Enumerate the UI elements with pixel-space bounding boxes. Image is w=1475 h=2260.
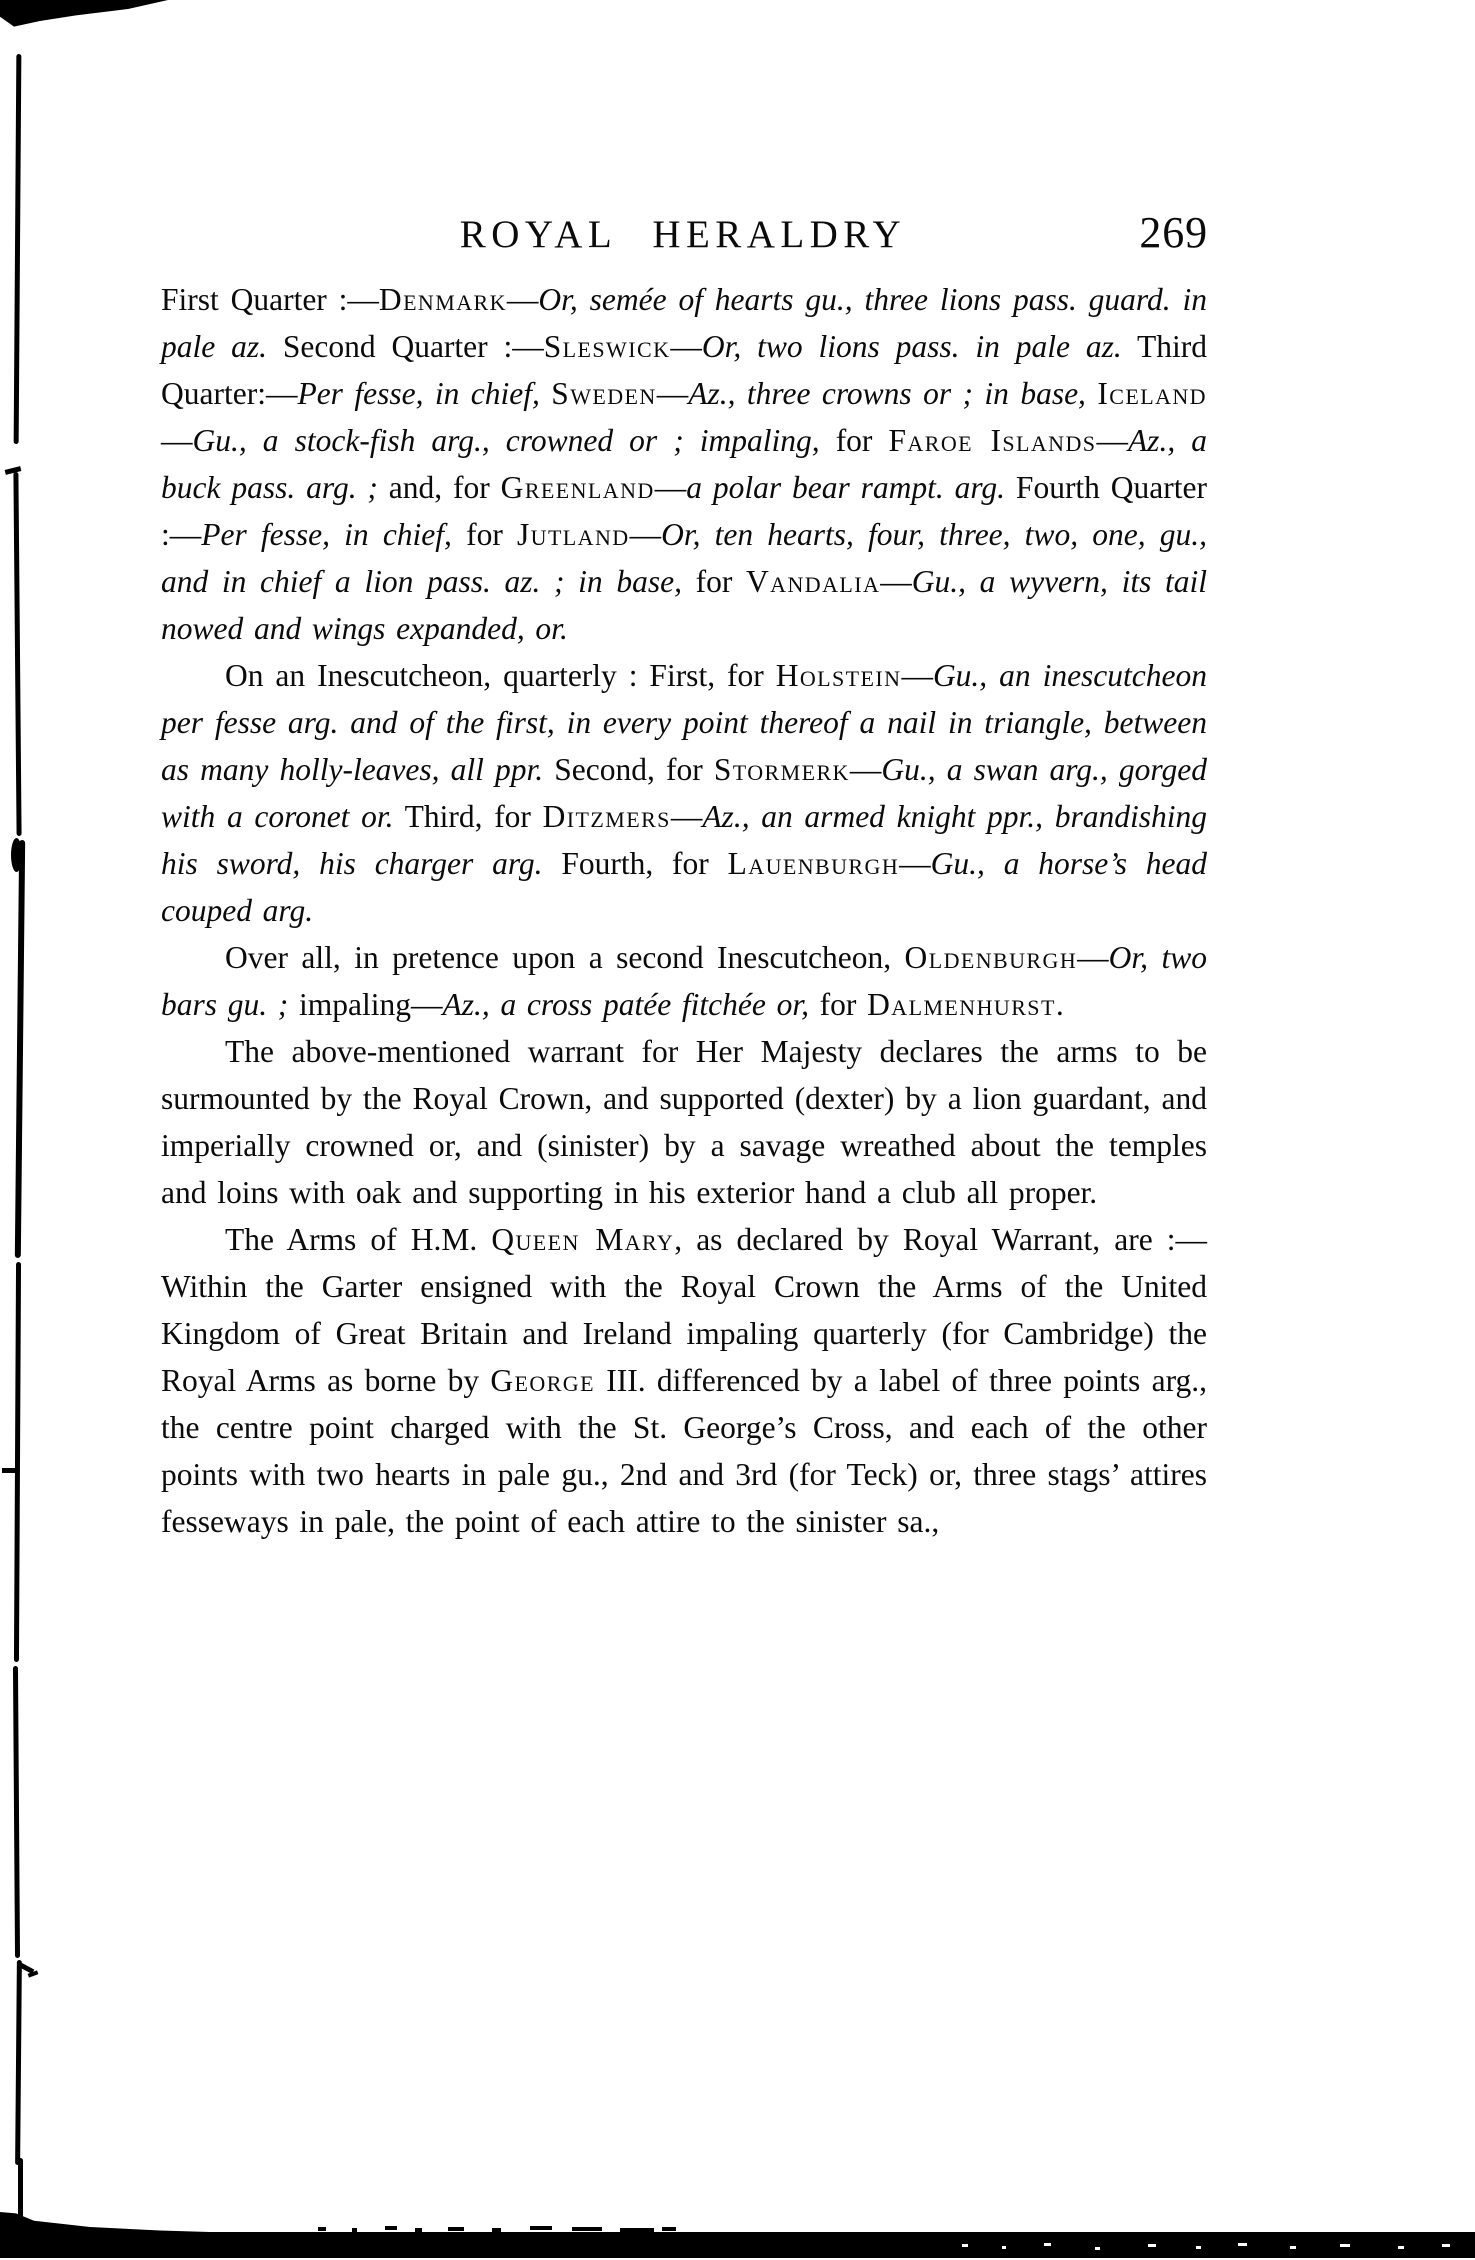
scan-artifact-speck xyxy=(662,2227,676,2231)
paragraph xyxy=(161,934,1207,1028)
body-text: Second Quarter :— xyxy=(266,329,544,364)
scan-artifact-bottom-wedge xyxy=(0,2212,230,2234)
body-text: — xyxy=(629,517,662,552)
scan-artifact-speck xyxy=(572,2227,602,2231)
body-text: — xyxy=(656,376,689,411)
scan-artifact-left-edge-line xyxy=(15,840,25,1258)
page-number: 269 xyxy=(1139,208,1208,257)
scan-artifact-speck xyxy=(385,2226,397,2230)
body-text xyxy=(540,376,551,411)
proper-name-small-caps: Denmark xyxy=(378,282,507,317)
proper-name-small-caps: Holstein xyxy=(775,658,902,693)
proper-name-small-caps: Lauenburgh xyxy=(727,846,900,881)
scan-artifact-left-edge-line xyxy=(14,1262,21,1662)
page-body xyxy=(161,276,1207,1545)
scan-artifact-white-speck xyxy=(1398,2246,1404,2249)
body-text: — xyxy=(849,752,882,787)
body-text: Over all, in pretence upon a second Inescutcheon, xyxy=(225,940,905,975)
body-text: Second, for xyxy=(543,752,714,787)
body-text: — xyxy=(506,282,539,317)
blazon-italic-text: Az., a buck pass. arg. ; xyxy=(161,423,1207,505)
scan-artifact-speck xyxy=(352,2228,357,2232)
proper-name-small-caps: Stormerk xyxy=(713,752,850,787)
proper-name-small-caps: Ditzmers xyxy=(542,799,671,834)
scan-artifact-white-speck xyxy=(1290,2246,1296,2249)
body-text: First Quarter :— xyxy=(161,282,379,317)
paragraph xyxy=(161,1028,1207,1216)
scan-artifact-speck xyxy=(492,2228,501,2232)
scan-artifact-speck xyxy=(415,2228,422,2232)
proper-name-small-caps: Vandalia xyxy=(745,564,881,599)
proper-name-small-caps: Faroe Islands xyxy=(888,423,1097,458)
scan-artifact-top-left-blob xyxy=(0,0,170,28)
proper-name-small-caps: Sweden xyxy=(551,376,657,411)
scan-artifact-white-speck xyxy=(1148,2244,1156,2247)
paragraph xyxy=(161,1216,1207,1545)
body-text: Fourth, for xyxy=(542,846,728,881)
blazon-italic-text: Gu., a wyvern, its tail nowed and wings expanded, or. xyxy=(161,564,1207,646)
scan-artifact-white-speck xyxy=(1002,2246,1006,2249)
proper-name-small-caps: Sleswick xyxy=(543,329,671,364)
proper-name-small-caps: Jutland xyxy=(516,517,630,552)
body-text: — xyxy=(1077,940,1109,975)
body-text: — xyxy=(161,423,193,458)
body-text: for xyxy=(451,517,517,552)
blazon-italic-text: a polar bear rampt. arg. xyxy=(686,470,1006,505)
scan-artifact-white-speck xyxy=(1340,2244,1350,2247)
body-text: — xyxy=(880,564,912,599)
body-text: III. differenced by a label of three points arg., the centre point charged with the St. George’s Cross, and each of the other points with two hearts in pale gu., 2nd and 3rd (for Teck) or, three stags’ attires fesseways in pale, the point of each attire to the sinister sa., xyxy=(161,1363,1208,1539)
body-text: for xyxy=(681,564,746,599)
blazon-italic-text: Per fesse, in chief, xyxy=(297,376,540,411)
proper-name-small-caps: Queen Mary xyxy=(491,1222,675,1257)
scan-artifact-white-speck xyxy=(1238,2243,1247,2246)
scan-artifact-white-speck xyxy=(1196,2246,1201,2249)
blazon-italic-text: Az., an armed knight ppr., brandishing his sword, his charger arg. xyxy=(161,799,1208,881)
body-text: — xyxy=(654,470,687,505)
body-text: The Arms of H.M. xyxy=(225,1222,492,1257)
body-text: The above-mentioned warrant for Her Majesty declares the arms to be surmounted by the Royal Crown, and supported (dexter) by a lion guardant, and imperially crowned or, and (sinister) by a savage wreathed about the temples and loins with oak and supporting in his exterior hand a club all proper. xyxy=(161,1034,1207,1210)
body-text: . xyxy=(1055,987,1064,1022)
scan-artifact-left-edge-line xyxy=(15,1960,22,2165)
scan-artifact-left-edge-line xyxy=(13,472,21,836)
body-text xyxy=(1086,376,1097,411)
body-text: impaling— xyxy=(288,987,443,1022)
body-text: Third, for xyxy=(393,799,543,834)
blazon-italic-text: Or, two lions pass. in pale az. xyxy=(701,329,1122,364)
body-text: for xyxy=(819,423,889,458)
blazon-italic-text: Or, semée of hearts gu., three lions pass. guard. in pale az. xyxy=(161,282,1207,364)
scan-artifact-white-speck xyxy=(1442,2244,1450,2247)
blazon-italic-text: Gu., an inescutcheon per fesse arg. and of the first, in every point thereof a nail in triangle, between as many holly-leaves, all ppr. xyxy=(161,658,1208,787)
body-text: — xyxy=(1096,423,1128,458)
body-text: — xyxy=(901,658,933,693)
body-text: — xyxy=(899,846,931,881)
scan-artifact-white-speck xyxy=(962,2244,968,2247)
proper-name-small-caps: Dalmenhurst xyxy=(867,987,1056,1022)
scan-artifact-left-edge-line xyxy=(13,1666,20,1958)
proper-name-small-caps: Oldenburgh xyxy=(904,940,1078,975)
blazon-italic-text: Az., three crowns or ; in base, xyxy=(688,376,1086,411)
scan-artifact-left-edge-line xyxy=(14,54,22,444)
blazon-italic-text: Per fesse, in chief, xyxy=(201,517,452,552)
scan-artifact-speck xyxy=(530,2226,552,2230)
scan-artifact-bottom-bar xyxy=(0,2232,1475,2258)
blazon-italic-text: Or, two bars gu. ; xyxy=(161,940,1207,1022)
scan-artifact-left-hook xyxy=(2,1468,15,1473)
blazon-italic-text: Gu., a swan arg., gorged with a coronet or. xyxy=(161,752,1207,834)
body-text: for xyxy=(808,987,868,1022)
paragraph xyxy=(161,652,1207,934)
body-text: On an Inescutcheon, quarterly : First, for xyxy=(225,658,776,693)
scan-artifact-white-speck xyxy=(1044,2243,1051,2246)
scan-artifact-speck xyxy=(318,2227,326,2231)
proper-name-small-caps: Greenland xyxy=(500,470,655,505)
blazon-italic-text: Or, ten hearts, four, three, two, one, gu., and in chief a lion pass. az. ; in base, xyxy=(161,517,1207,599)
body-text: Fourth Quarter :— xyxy=(161,470,1207,552)
body-text: — xyxy=(670,799,703,834)
proper-name-small-caps: George xyxy=(490,1363,595,1398)
body-text: Third Quarter:— xyxy=(161,329,1208,411)
running-header-title: ROYAL HERALDRY xyxy=(459,213,907,256)
paragraph xyxy=(161,276,1207,652)
blazon-italic-text: Gu., a stock-fish arg., crowned or ; impaling, xyxy=(192,423,820,458)
scan-artifact-white-speck xyxy=(1095,2247,1100,2250)
body-text: , as declared by Royal Warrant, are :—Within the Garter ensigned with the Royal Crown the Arms of the United Kingdom of Great Britain and Ireland impaling quarterly (for Cambridge) the Royal Arms as borne by xyxy=(161,1222,1208,1398)
proper-name-small-caps: Iceland xyxy=(1097,376,1207,411)
scan-artifact-speck xyxy=(620,2228,654,2232)
body-text: — xyxy=(670,329,702,364)
blazon-italic-text: Az., a cross patée fitchée or, xyxy=(442,987,809,1022)
body-text: and, for xyxy=(377,470,501,505)
blazon-italic-text: Gu., a horse’s head couped arg. xyxy=(161,846,1208,928)
scan-artifact-speck xyxy=(448,2227,464,2231)
